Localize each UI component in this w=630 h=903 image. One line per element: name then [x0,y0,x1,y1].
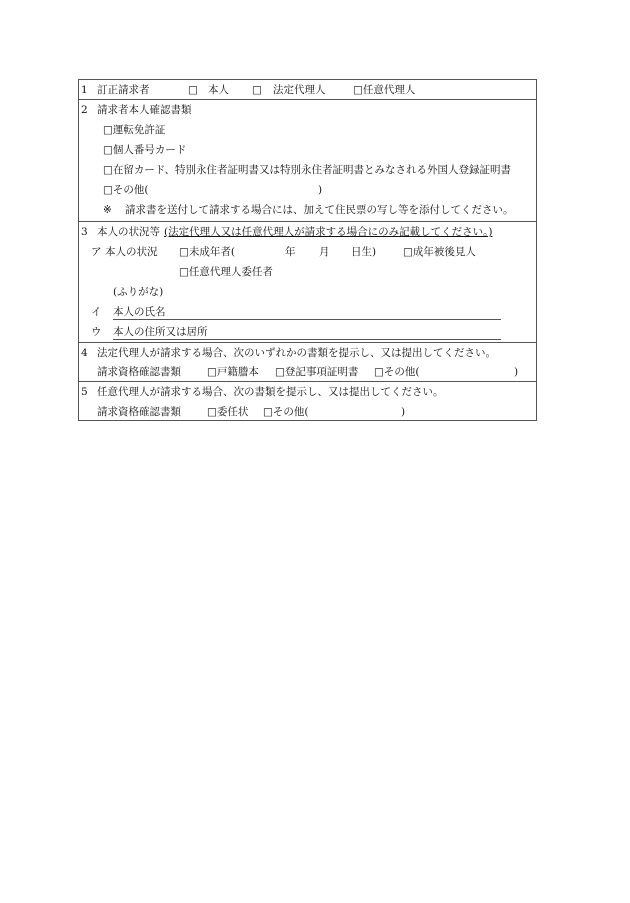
section-number: 1 [81,84,88,96]
section-title: 法定代理人が請求する場合、次のいずれかの書類を提示し、又は提出してください。 [97,347,496,359]
section-title: 本人の状況等 [97,226,160,238]
option-self: 本人 [208,84,229,96]
option-legal-agent: 法定代理人 [273,84,326,96]
checkbox-self[interactable]: □ [188,84,198,96]
option-power-of-attorney[interactable]: □委任状 [207,406,249,418]
item-a-mark: ア [91,246,102,258]
option-drivers-license[interactable]: □運転免許証 [103,124,166,136]
option-adult-ward[interactable]: □成年被後見人 [403,246,476,258]
section-number: 4 [81,347,88,359]
option-other[interactable]: □その他( [263,406,309,418]
section-title-note: (法定代理人又は任意代理人が請求する場合にのみ記載してください。) [164,226,493,238]
section-number: 2 [81,104,88,116]
section-title: 請求者本人確認書類 [97,104,192,116]
section-number: 5 [81,386,88,398]
item-i-mark: イ [91,306,102,318]
option-minor[interactable]: □未成年者( [179,246,236,258]
address-label: 本人の住所又は居所 [113,326,208,338]
name-field[interactable] [113,319,501,320]
option-registry-certificate[interactable]: □登記事項証明書 [275,366,359,378]
year-label: 年 [285,246,296,258]
close-paren: ) [514,366,519,378]
month-label: 月 [319,246,330,258]
item-a-label: 本人の状況 [105,246,158,258]
item-u-mark: ウ [91,326,102,338]
correction-request-form [78,79,537,421]
option-my-number-card[interactable]: □個人番号カード [103,144,187,156]
section-4-legal-agent-docs [79,342,536,382]
option-voluntary-principal[interactable]: □任意代理人委任者 [179,266,273,278]
furigana-label: (ふりがな) [113,286,164,298]
docs-label: 請求資格確認書類 [97,406,181,418]
address-field[interactable] [113,339,501,340]
option-other[interactable]: □その他( [374,366,420,378]
day-label: 日生) [351,246,377,258]
close-paren: ) [401,406,406,418]
section-title: 訂正請求者 [97,84,150,96]
section-5-voluntary-agent-docs [79,381,536,421]
section-number: 3 [81,226,88,238]
section-1-requester [79,80,536,100]
option-other[interactable]: □その他( [103,184,149,196]
docs-label: 請求資格確認書類 [97,366,181,378]
note-mark: ※ [103,204,112,216]
note-text: 請求書を送付して請求する場合には、加えて住民票の写し等を添付してください。 [125,204,514,216]
section-2-identity-documents [79,99,536,222]
close-paren: ) [318,184,323,196]
checkbox-legal-agent[interactable]: □ [252,84,262,96]
option-residence-card[interactable]: □在留カード、特別永住者証明書又は特別永住者証明書とみなされる外国人登録証明書 [103,164,511,176]
name-label: 本人の氏名 [113,306,166,318]
option-voluntary-agent[interactable]: □任意代理人 [353,84,416,96]
section-3-principal-status [79,221,536,343]
section-title: 任意代理人が請求する場合、次の書類を提示し、又は提出してください。 [97,386,444,398]
option-family-register[interactable]: □戸籍謄本 [207,366,259,378]
